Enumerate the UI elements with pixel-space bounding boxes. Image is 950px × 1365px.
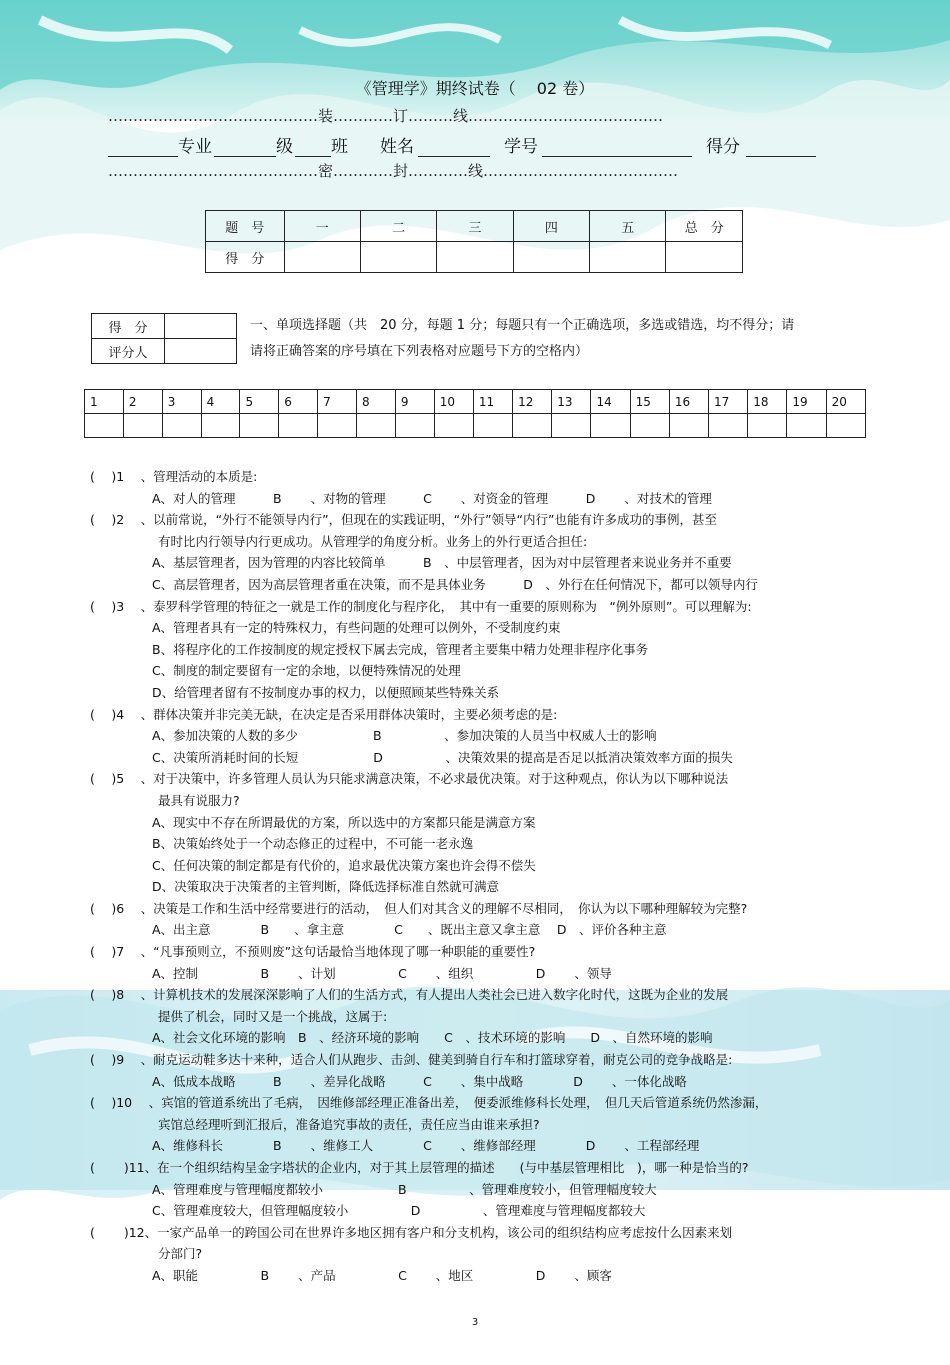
question-option: A、管理难度与管理幅度都较小 B 、管理难度较小，但管理幅度较大 [152, 1181, 657, 1197]
question-stem-cont: 有时比内行领导内行更成功。从管理学的角度分析。业务上的外行更适合担任: [158, 533, 588, 549]
major-blank[interactable] [108, 138, 178, 157]
question-list [90, 466, 860, 1287]
score-table-col: 三 [437, 211, 513, 242]
answer-number-cell: 13 [552, 390, 591, 414]
answer-input-cell[interactable] [826, 414, 865, 438]
score-cell[interactable] [437, 242, 513, 273]
student-id-blank[interactable] [542, 138, 692, 157]
answer-input-cell[interactable] [748, 414, 787, 438]
answer-number-cell: 4 [201, 390, 240, 414]
question-option: A、低成本战略 B 、差异化战略 C 、集中战略 D 、一体化战略 [152, 1073, 687, 1089]
name-blank[interactable] [418, 138, 490, 157]
answer-number-cell: 20 [826, 390, 865, 414]
grader-score-label: 得 分 [92, 314, 165, 339]
question-stem: ( )6 、决策是工作和生活中经常要进行的活动， 但人们对其含义的理解不尽相同， 你认为以下哪种理解较为完整? [90, 900, 748, 916]
score-table-col: 五 [590, 211, 666, 242]
question-item [90, 1092, 860, 1157]
score-table-score-row [206, 242, 743, 273]
question-option: C、决策所消耗时间的长短 D 、决策效果的提高是否足以抵消决策效率方面的损失 [152, 749, 733, 765]
grader-score-cell[interactable] [165, 314, 237, 339]
question-option: A、出主意 B 、拿主意 C 、既出主意又拿主意 D 、评价各种主意 [152, 922, 667, 938]
answer-number-cell: 14 [591, 390, 630, 414]
question-item [90, 984, 860, 1049]
answer-input-cell[interactable] [591, 414, 630, 438]
question-option: C、制度的制定要留有一定的余地，以便特殊情况的处理 [152, 663, 461, 679]
answer-input-cell[interactable] [357, 414, 396, 438]
question-option: D、给管理者留有不按制度办事的权力，以便照顾某些特殊关系 [152, 684, 500, 700]
page-number: 3 [471, 1317, 479, 1328]
question-item [90, 596, 860, 704]
answer-sheet-table [84, 389, 866, 438]
answer-input-cell[interactable] [240, 414, 279, 438]
answer-number-cell: 16 [669, 390, 708, 414]
question-stem-cont: 最具有说服力? [158, 792, 240, 808]
answer-input-cell[interactable] [630, 414, 669, 438]
question-option: C、任何决策的制定都是有代价的，追求最优决策方案也许会得不偿失 [152, 857, 536, 873]
question-stem: ( )2 、以前常说，“外行不能领导内行”，但现在的实践证明，“外行”领导“内行”也能有许多成功的事例，甚至 [90, 512, 718, 528]
answer-number-cell: 18 [748, 390, 787, 414]
section1-heading-line2: 请将正确答案的序号填在下列表格对应题号下方的空格内） [250, 344, 589, 359]
question-stem: ( )9 、耐克运动鞋多达十来种，适合人们从跑步、击剑、健美到骑自行车和打篮球穿着，耐克公司的竞争战略是: [90, 1052, 733, 1068]
score-cell[interactable] [284, 242, 360, 273]
question-option: A、现实中不存在所谓最优的方案，所以选中的方案都只能是满意方案 [152, 814, 536, 830]
question-option: A、控制 B 、计划 C 、组织 D 、领导 [152, 965, 612, 981]
question-stem: ( )1 、管理活动的本质是: [90, 469, 258, 484]
answer-input-cell[interactable] [669, 414, 708, 438]
question-item [90, 1049, 860, 1092]
score-table-row-label: 得 分 [206, 242, 285, 273]
question-option: A、职能 B 、产品 C 、地区 D 、顾客 [152, 1267, 612, 1283]
question-stem: ( )10 、宾馆的管道系统出了毛病， 因维修部经理正准备出差， 便委派维修科长处理， 但几天后管道系统仍然渗漏， [90, 1095, 768, 1111]
question-option: D、决策取决于决策者的主管判断，降低选择标准自然就可满意 [152, 879, 500, 895]
answer-input-cell[interactable] [434, 414, 473, 438]
question-stem-cont: 分部门? [158, 1246, 203, 1262]
question-stem: ( )8 、计算机技术的发展深深影响了人们的生活方式，有人提出人类社会已进入数字化时代，这既为企业的发展 [90, 987, 729, 1003]
question-stem: ( )4 、群体决策并非完美无缺，在决定是否采用群体决策时，主要必须考虑的是: [90, 706, 558, 722]
grader-name-cell[interactable] [165, 339, 237, 364]
answer-number-cell: 1 [85, 390, 124, 414]
score-table-col: 二 [360, 211, 436, 242]
answer-number-cell: 12 [513, 390, 552, 414]
question-option: A、基层管理者，因为管理的内容比较简单 B 、中层管理者，因为对中层管理者来说业务并不重要 [152, 555, 732, 571]
answer-number-cell: 2 [123, 390, 162, 414]
answer-input-cell[interactable] [395, 414, 434, 438]
student-info-line [108, 132, 843, 157]
answer-number-cell: 15 [630, 390, 669, 414]
question-item [90, 1157, 860, 1222]
question-stem: ( )3 、泰罗科学管理的特征之一就是工作的制度化与程序化， 其中有一重要的原则称为 “例外原则”。可以理解为: [90, 598, 752, 614]
question-option: C、高层管理者，因为高层管理者重在决策，而不是具体业务 D 、外行在任何情况下，都可以领导内行 [152, 576, 758, 592]
binding-line-bottom: ……………………………………密…………封…………线………………………………… [108, 162, 679, 180]
answer-number-cell: 10 [434, 390, 473, 414]
answer-number-cell: 9 [395, 390, 434, 414]
question-stem-cont: 宾馆总经理听到汇报后，准备追究事故的责任，责任应当由谁来承担? [158, 1116, 540, 1132]
question-stem: ( )5 、对于决策中，许多管理人员认为只能求满意决策，不必求最优决策。对于这种观点，你认为以下哪种说法 [90, 771, 729, 787]
answer-number-cell: 11 [473, 390, 512, 414]
answer-input-cell[interactable] [279, 414, 318, 438]
score-table-col: 四 [513, 211, 589, 242]
question-stem: ( )7 、“凡事预则立，不预则废”这句话最恰当地体现了哪一种职能的重要性? [90, 944, 536, 960]
answer-input-cell[interactable] [162, 414, 201, 438]
answer-input-cell[interactable] [552, 414, 591, 438]
grader-table [91, 313, 237, 364]
answer-number-cell: 6 [279, 390, 318, 414]
score-table-col: 总 分 [666, 211, 743, 242]
answer-number-cell: 5 [240, 390, 279, 414]
answer-number-cell: 17 [709, 390, 748, 414]
score-cell[interactable] [666, 242, 743, 273]
question-item [90, 768, 860, 898]
answer-number-cell: 8 [357, 390, 396, 414]
major-label: 专业 [178, 137, 212, 157]
question-item [90, 704, 860, 769]
score-cell[interactable] [513, 242, 589, 273]
question-option: A、社会文化环境的影响 B 、经济环境的影响 C 、技术环境的影响 D 、自然环境的影响 [152, 1030, 713, 1046]
answer-input-cell[interactable] [85, 414, 124, 438]
question-item [90, 898, 860, 941]
student-id-label: 学号 [504, 137, 538, 157]
score-label: 得分 [706, 137, 740, 157]
answer-blank-row [85, 414, 866, 438]
question-option: B、决策始终处于一个动态修正的过程中，不可能一老永逸 [152, 836, 474, 852]
question-stem-cont: 提供了机会，同时又是一个挑战，这属于: [158, 1008, 388, 1024]
answer-input-cell[interactable] [473, 414, 512, 438]
question-item [90, 466, 860, 509]
question-option: A、参加决策的人数的多少 B 、参加决策的人员当中权威人士的影响 [152, 728, 657, 744]
question-stem: ( )12、一家产品单一的跨国公司在世界许多地区拥有客户和分支机构，该公司的组织结构应考虑按什么因素来划 [90, 1224, 733, 1240]
exam-title: 《管理学》期终试卷（ 02 卷） [355, 79, 595, 98]
question-option: B、将程序化的工作按制度的规定授权下属去完成，管理者主要集中精力处理非程序化事务 [152, 641, 649, 657]
answer-number-row [85, 390, 866, 414]
score-table-header-row [206, 211, 743, 242]
answer-input-cell[interactable] [709, 414, 748, 438]
answer-input-cell[interactable] [201, 414, 240, 438]
answer-number-cell: 19 [787, 390, 826, 414]
score-table-col: 一 [284, 211, 360, 242]
question-option: A、管理者具有一定的特殊权力，有些问题的处理可以例外，不受制度约束 [152, 620, 561, 636]
answer-input-cell[interactable] [318, 414, 357, 438]
answer-input-cell[interactable] [513, 414, 552, 438]
question-stem: ( )11、在一个组织结构呈金字塔状的企业内，对于其上层管理的描述 (与中基层管理相比 )，哪一种是恰当的? [90, 1160, 749, 1175]
answer-input-cell[interactable] [787, 414, 826, 438]
question-item [90, 509, 860, 595]
question-option: A、维修科长 B 、维修工人 C 、维修部经理 D 、工程部经理 [152, 1138, 700, 1154]
grade-blank[interactable] [214, 138, 276, 157]
score-cell[interactable] [360, 242, 436, 273]
question-option: C、管理难度较大，但管理幅度较小 D 、管理难度与管理幅度都较大 [152, 1203, 646, 1219]
answer-number-cell: 3 [162, 390, 201, 414]
section1-heading-line1: 一、单项选择题（共 20 分，每题 1 分；每题只有一个正确选项，多选或错选，均不得分；请 [250, 318, 795, 333]
grade-label: 级 [276, 137, 293, 157]
score-table-header-label: 题 号 [206, 211, 285, 242]
score-blank[interactable] [746, 138, 816, 157]
answer-input-cell[interactable] [123, 414, 162, 438]
question-option: A、对人的管理 B 、对物的管理 C 、对资金的管理 D 、对技术的管理 [152, 490, 712, 506]
score-summary-table [205, 210, 743, 273]
question-item [90, 941, 860, 984]
answer-number-cell: 7 [318, 390, 357, 414]
name-label: 姓名 [380, 137, 414, 157]
binding-line-top: ……………………………………装…………订………线………………………………… [108, 107, 664, 125]
question-item [90, 1222, 860, 1287]
class-blank[interactable] [295, 138, 331, 157]
grader-name-label: 评分人 [92, 339, 165, 364]
class-label: 班 [331, 137, 348, 157]
score-cell[interactable] [590, 242, 666, 273]
